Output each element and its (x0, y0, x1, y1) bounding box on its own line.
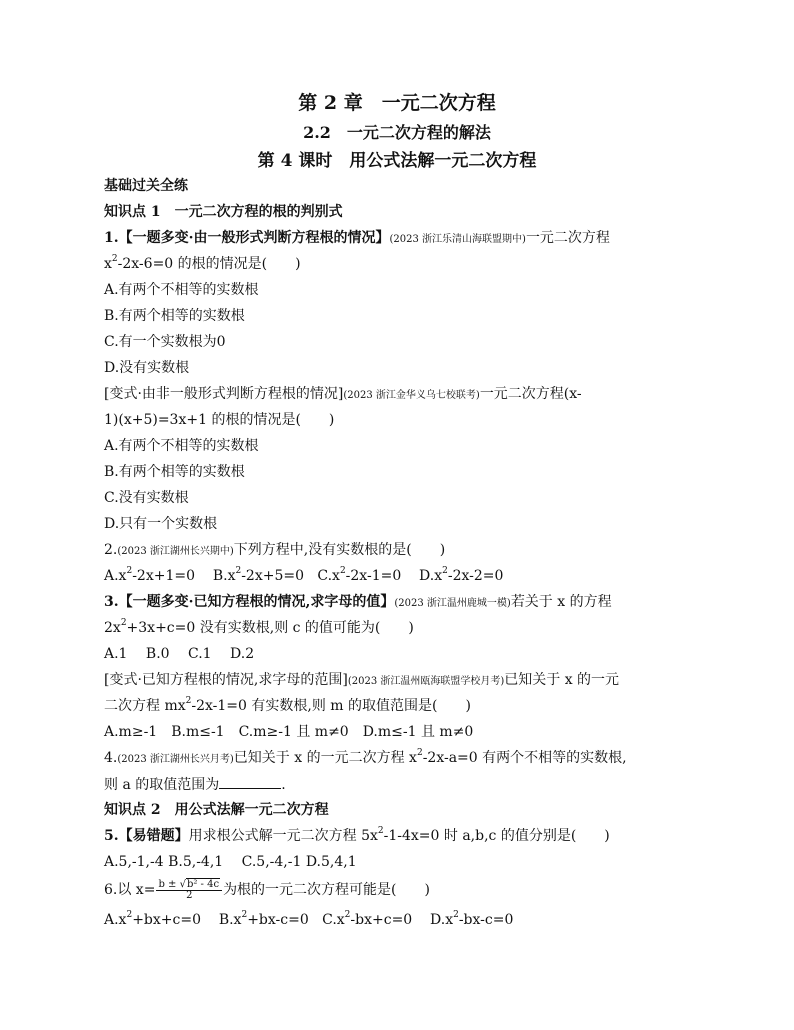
knowledge-point-1: 知识点 1 一元二次方程的根的判别式 (104, 204, 343, 220)
option-b-rest: +bx-c=0 (247, 912, 309, 928)
variant-tag: [变式·由非一般形式判断方程根的情况] (104, 386, 344, 402)
variant-tag: [变式·已知方程根的情况,求字母的范围] (104, 672, 348, 688)
exponent: 2 (377, 826, 384, 837)
exponent: 2 (126, 566, 133, 577)
exponent: 2 (453, 910, 459, 921)
equation-part: -2x-6=0 的根的情况是( ) (117, 256, 301, 272)
question-text: -2x-a=0 有两个不相等的实数根, (422, 750, 627, 766)
question-source: (2023 浙江乐清山海联盟期中) (389, 234, 526, 245)
option-b: B.x (212, 568, 236, 584)
option-c: C.有一个实数根为0 (104, 334, 226, 350)
lesson-title: 第 4 课时 用公式法解一元二次方程 (257, 151, 537, 171)
question-number: 5. (104, 828, 119, 844)
part-heading: 基础过关全练 (104, 178, 188, 194)
question-text: 用求根公式解一元二次方程 5x (188, 828, 378, 844)
question-3-options: A.1 B.0 C.1 D.2 (104, 646, 255, 662)
question-text: 已知关于 x 的一元 (504, 672, 620, 688)
question-text: 则 a 的取值范围为 (104, 777, 220, 793)
section-title: 2.2 一元二次方程的解法 (303, 123, 491, 142)
option-a: A.有两个不相等的实数根 (104, 438, 259, 454)
question-source: (2023 浙江温州鹿城一模) (394, 598, 511, 609)
question-1-line-1 (104, 228, 704, 250)
option-d-rest: -bx-c=0 (458, 912, 514, 928)
option-a: A.x (104, 912, 127, 928)
question-4-line-2 (104, 774, 704, 795)
option-b: B.x (218, 912, 242, 928)
option-c: C.没有实数根 (104, 490, 189, 506)
question-6 (104, 878, 704, 902)
option-d: D.x (419, 568, 443, 584)
question-text: 已知关于 x 的一元二次方程 x (233, 750, 417, 766)
question-2-options (104, 566, 704, 586)
question-number: 3. (104, 594, 119, 610)
option-a-rest: +bx+c=0 (132, 912, 201, 928)
question-number: 1. (104, 230, 119, 246)
period: . (281, 777, 286, 793)
option-a-rest: -2x+1=0 (132, 568, 196, 584)
formula-numerator: b ± √b² - 4c (156, 879, 222, 891)
exponent: 2 (111, 254, 118, 265)
question-tag: 【易错题】 (118, 828, 189, 844)
option-b-rest: -2x+5=0 (241, 568, 305, 584)
radicand: b² - 4c (186, 879, 220, 890)
exponent: 2 (120, 618, 127, 629)
root-formula (156, 879, 222, 901)
option-c: C.x (322, 912, 345, 928)
answer-blank[interactable] (219, 774, 281, 789)
question-source: (2023 浙江湖州长兴月考) (117, 754, 234, 765)
question-text: 以 x= (117, 882, 156, 898)
exponent: 2 (241, 910, 248, 921)
question-3-line-2 (104, 618, 704, 638)
option-a: A.有两个不相等的实数根 (104, 282, 259, 298)
option-b: B.有两个相等的实数根 (104, 308, 245, 324)
question-source: (2023 浙江湖州长兴期中) (117, 546, 234, 557)
variant-1-line-2: 1)(x+5)=3x+1 的根的情况是( ) (104, 412, 335, 428)
exponent: 2 (126, 910, 133, 921)
question-2 (104, 540, 704, 562)
question-4-line-1 (104, 748, 704, 770)
question-tag: 【一题多变·已知方程根的情况,求字母的值】 (118, 594, 395, 610)
option-c-rest: -2x-1=0 (345, 568, 402, 584)
question-text: -2x-1=0 有实数根,则 m 的取值范围是( ) (191, 698, 471, 714)
exponent: 2 (235, 566, 242, 577)
exponent: 2 (416, 748, 423, 759)
question-1-line-2 (104, 254, 704, 274)
question-number: 4. (104, 750, 118, 766)
variant-3-options: A.m≥-1 B.m≤-1 C.m≥-1 且 m≠0 D.m≤-1 且 m≠0 (104, 724, 474, 740)
question-number: 2. (104, 542, 118, 558)
exponent: 2 (339, 566, 346, 577)
option-d: D.没有实数根 (104, 360, 190, 376)
equation-part: x (104, 256, 112, 272)
question-text: 一元二次方程 (525, 230, 610, 246)
exponent: 2 (185, 696, 192, 707)
formula-denominator: 2 (186, 890, 193, 901)
option-b: B.有两个相等的实数根 (104, 464, 245, 480)
question-text: 一元二次方程(x- (479, 386, 582, 402)
knowledge-point-2: 知识点 2 用公式法解一元二次方程 (104, 802, 329, 818)
option-d-rest: -2x-2=0 (447, 568, 504, 584)
question-source: (2023 浙江温州瓯海联盟学校月考) (347, 676, 505, 687)
question-source: (2023 浙江金华义乌七校联考) (343, 390, 480, 401)
numerator-b: b ± (158, 879, 180, 890)
question-text: 二次方程 mx (104, 698, 186, 714)
exponent: 2 (344, 910, 351, 921)
option-a: A.x (104, 568, 127, 584)
chapter-title: 第 2 章 一元二次方程 (298, 92, 496, 114)
exponent: 2 (442, 566, 448, 577)
question-text: -1-4x=0 时 a,b,c 的值分别是( ) (383, 828, 610, 844)
equation-part: 2x (104, 620, 121, 636)
option-c: C.x (317, 568, 340, 584)
variant-3-line-2 (104, 696, 704, 716)
question-5 (104, 826, 704, 846)
question-6-options (104, 910, 704, 930)
question-tag: 【一题多变·由一般形式判断方程根的情况】 (118, 230, 390, 246)
question-text: 下列方程中,没有实数根的是( ) (233, 542, 446, 558)
option-c-rest: -bx+c=0 (350, 912, 413, 928)
question-text: 若关于 x 的方程 (510, 594, 612, 610)
variant-1-line-1 (104, 384, 704, 406)
option-d: D.只有一个实数根 (104, 516, 218, 532)
question-5-options: A.5,-1,-4 B.5,-4,1 C.5,-4,-1 D.5,4,1 (104, 854, 357, 870)
equation-part: +3x+c=0 没有实数根,则 c 的值可能为( ) (126, 620, 414, 636)
question-number: 6. (104, 882, 118, 898)
variant-3-line-1 (104, 670, 704, 692)
question-text: 为根的一元二次方程可能是( ) (223, 882, 430, 898)
question-3-line-1 (104, 592, 704, 614)
option-d: D.x (430, 912, 454, 928)
